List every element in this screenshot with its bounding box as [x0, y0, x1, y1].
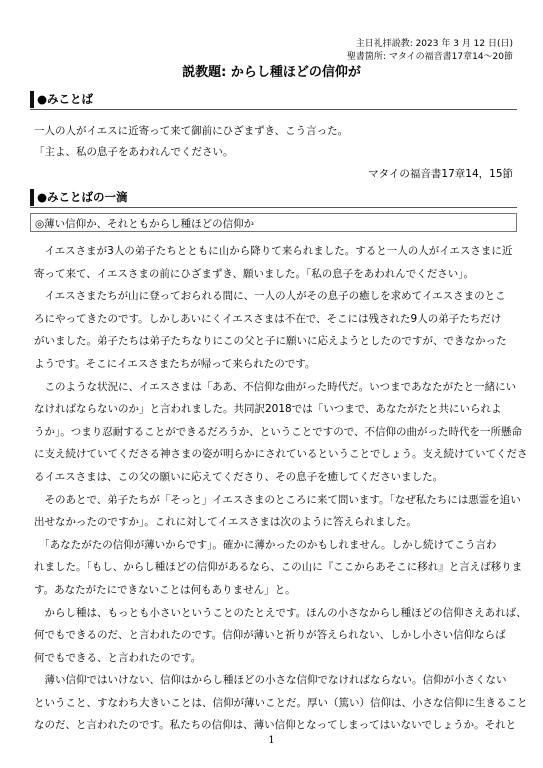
body-line: そのあとで、弟子たちが「そっと」イエスさまのところに来て問います。「なぜ私たちには悪霊を追い: [34, 493, 521, 506]
body-line: に支え続けていてくださる神さまの姿が明らかにされているということでしょう。支え続けていてくださ: [34, 448, 528, 461]
verse-reference: マタイの福音書17章14，15節: [368, 168, 513, 180]
body-line: 薄い信仰ではいけない、信仰はからし種ほどの小さな信仰でなければならない。信仰が小さくない: [34, 674, 507, 687]
body-line: ようです。そこにイエスさまたちが帰って来られたのです。: [34, 357, 316, 370]
subheading-box: [30, 213, 517, 232]
body-line: れました。「もし、からし種ほどの信仰があるなら、この山に『ここからあそこに移れ』と言えば移りま: [34, 561, 523, 574]
body-line: るイエスさまは、この父の願いに応えてくださり、その息子を癒してくださいました。: [34, 470, 444, 483]
body-line: ろにやってきたのです。しかしあいにくイエスさまは不在で、そこには残された9人の弟子たちだけ: [34, 312, 502, 325]
body-line: イエスさまが3人の弟子たちとともに山から降りて来られました。すると一人の人がイエスさまに近: [34, 245, 513, 257]
page-number: 1: [268, 735, 275, 746]
section-heading-meditation: [30, 187, 517, 208]
body-line: うか」。つまり忍耐することができるだろうか、ということですので、不信仰の曲がった時代を一所懸命: [34, 425, 523, 438]
scripture-reference: 聖書箇所: マタイの福音書17章14～20節: [346, 52, 513, 62]
service-date: 主日礼拝説教: 2023 年 3 月 12 日(日): [355, 39, 513, 49]
sermon-title: 説教題: からし種ほどの信仰が: [182, 65, 361, 80]
scripture-line: 「主よ、私の息子をあわれんでください。: [34, 146, 234, 158]
body-line: ということ、すなわち大きいことは、信仰が薄いことだ。厚い（篤い）信仰は、小さな信仰に生きること: [34, 696, 528, 709]
subheading-text: ◎薄い信仰か、それともからし種ほどの信仰か: [35, 218, 255, 230]
body-line: このような状況に、イエスさまは「ああ、不信仰な曲がった時代だ。いつまであなたがたと一緒にい: [34, 380, 517, 393]
section-heading-scripture: [30, 89, 517, 110]
body-line: 寄って来て、イエスさまの前にひざまずき、願いました。「私の息子をあわれんでください」。: [34, 267, 474, 280]
section-heading-text: ●みことばの一滴: [37, 190, 128, 204]
heading-bar-icon: [30, 189, 34, 206]
body-line: イエスさまたちが山に登っておられる間に、一人の人がその息子の癒しを求めてイエスさまのとこ: [34, 290, 506, 303]
body-line: からし種は、もっとも小さいということのたとえです。ほんの小さなからし種ほどの信仰さえあれば、: [34, 606, 527, 619]
body-line: なければならないのか」と言われました。共同訳2018では「いつまで、あなたがたと共にいられよ: [34, 403, 502, 416]
body-line: 何でもできるのだ、と言われたのです。信仰が薄いと祈りが答えられない、しかし小さい信仰ならば: [34, 629, 506, 642]
body-line: す。あなたがたにできないことは何もありません」と。: [34, 583, 296, 596]
scripture-line: 一人の人がイエスに近寄って来て御前にひざまずき、こう言った。: [34, 125, 349, 137]
body-line: 何でもできる、と言われたのです。: [34, 651, 202, 664]
body-line: なのだ、と言われたのです。私たちの信仰は、薄い信仰となってしまってはいないでしょうか。それと: [34, 719, 517, 732]
section-heading-text: ●みことば: [37, 92, 94, 106]
sermon-body: [34, 240, 528, 737]
body-line: 「あなたがたの信仰が薄いからです」。確かに薄かったのかもしれません。しかし続けてこう言わ: [34, 538, 497, 551]
heading-bar-icon: [30, 91, 34, 108]
body-line: 出せなかったのですか」。これに対してイエスさまは次のように答えられました。: [34, 516, 417, 529]
body-line: がいました。弟子たちは弟子たちなりにこの父と子に願いに応えようとしたのですが、できなかった: [34, 335, 507, 348]
